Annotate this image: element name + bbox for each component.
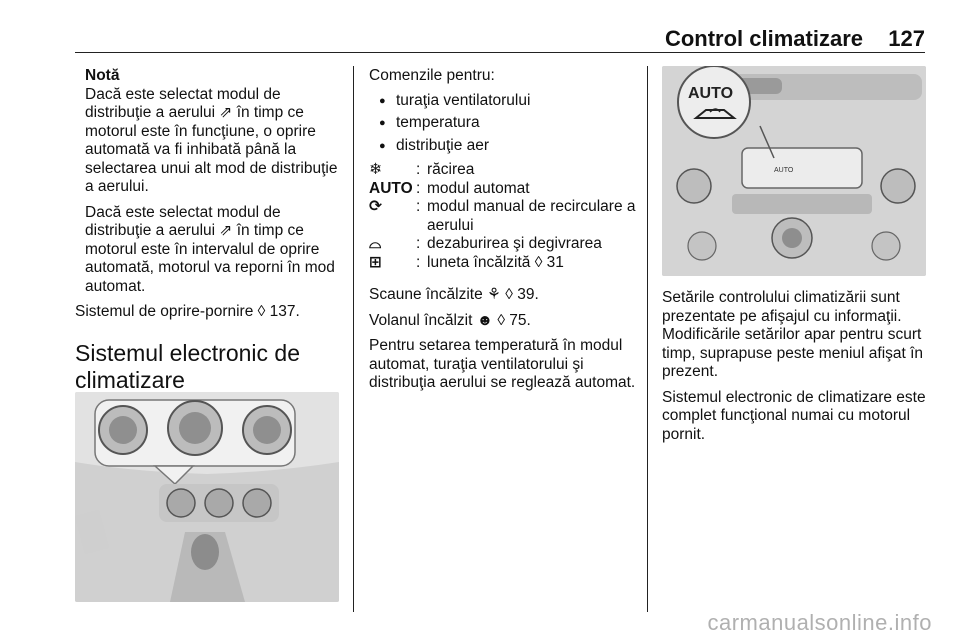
note-box xyxy=(75,67,343,296)
auto-mode-paragraph: Pentru setarea temperatură în modul automat, turaţia ventilatorului şi distribuţia aerului se reglează automat. xyxy=(369,337,636,391)
key-row-auto xyxy=(369,180,639,199)
column-divider-2 xyxy=(647,66,648,612)
key-separator: : xyxy=(416,179,421,197)
windscreen-defrost-icon: ⌓ xyxy=(369,235,382,252)
key-row-recirculation xyxy=(369,198,639,235)
key-separator: : xyxy=(416,253,421,271)
bullet-item: ● distribuţie aer xyxy=(369,137,639,156)
note-title: Notă xyxy=(85,67,120,84)
controls-key-table xyxy=(369,161,639,272)
climate-display-figure xyxy=(662,66,926,276)
key-description: modul automat xyxy=(427,179,530,197)
auto-badge-text: AUTO xyxy=(688,85,734,102)
bullet-item: ● temperatura xyxy=(369,114,639,133)
note-paragraph-1: Dacă este selectat modul de distribuţie a aerului ⇗ în timp ce motorul este în funcţiune, o oprire automată va fi inhibată până la selectarea unui alt mod de distribuţie a aerului. xyxy=(85,85,338,195)
page-title: Control climatizare xyxy=(664,26,863,51)
dashboard-illustration xyxy=(75,392,339,602)
auto-symbol: AUTO xyxy=(369,179,413,197)
note-paragraph-2: Dacă este selectat modul de distribuţie a aerului ⇗ în timp ce motorul este în intervalul de oprire automată, motorul va reporni în mod automat. xyxy=(85,203,335,295)
key-separator: : xyxy=(416,235,421,252)
header-divider xyxy=(75,52,925,53)
controls-intro: Comenzile pentru: xyxy=(369,67,495,84)
heated-seats-reference: Scaune încălzite ⚘ ◊ 39. xyxy=(369,286,539,303)
controls-bullet-list xyxy=(369,92,639,156)
column-middle xyxy=(369,67,639,400)
engine-running-paragraph: Sistemul electronic de climatizare este complet funcţional numai cu motorul pornit. xyxy=(662,388,926,443)
rear-window-heating-icon: ⊞ xyxy=(369,253,382,271)
section-heading: Sistemul electronic de climatizare xyxy=(75,339,300,393)
key-description: dezaburirea şi degivrarea xyxy=(427,235,602,252)
page-number: 127 xyxy=(888,26,925,51)
key-description: modul manual de recirculare a aerului xyxy=(427,198,636,234)
page-header xyxy=(75,26,925,50)
display-settings-paragraph: Setările controlului climatizării sunt prezentate pe afişajul cu informaţii. Modificările setărilor apar pentru scurt timp, suprapuse peste meniul afişat în prezent. xyxy=(662,289,924,380)
display-auto-label: AUTO xyxy=(774,167,794,174)
site-watermark: carmanualsonline.info xyxy=(707,610,932,635)
recirculation-icon: ⟳ xyxy=(369,198,382,215)
column-right xyxy=(662,289,927,451)
key-description: luneta încălzită ◊ 31 xyxy=(427,253,564,271)
stop-start-reference: Sistemul de oprire-pornire ◊ 137. xyxy=(75,303,300,320)
key-separator: : xyxy=(416,161,421,178)
bullet-item: ● turaţia ventilatorului xyxy=(369,92,639,111)
snowflake-icon: ❄ xyxy=(369,161,382,178)
key-row-rear-window xyxy=(369,254,639,273)
key-row-defrost xyxy=(369,235,639,254)
heated-wheel-reference: Volanul încălzit ☻ ◊ 75. xyxy=(369,311,531,329)
key-description: răcirea xyxy=(427,161,475,178)
display-illustration xyxy=(662,66,926,276)
column-left xyxy=(75,67,343,394)
climate-controls-figure xyxy=(75,392,339,602)
key-separator: : xyxy=(416,198,421,215)
column-divider-1 xyxy=(353,66,354,612)
key-row-cooling xyxy=(369,161,639,180)
